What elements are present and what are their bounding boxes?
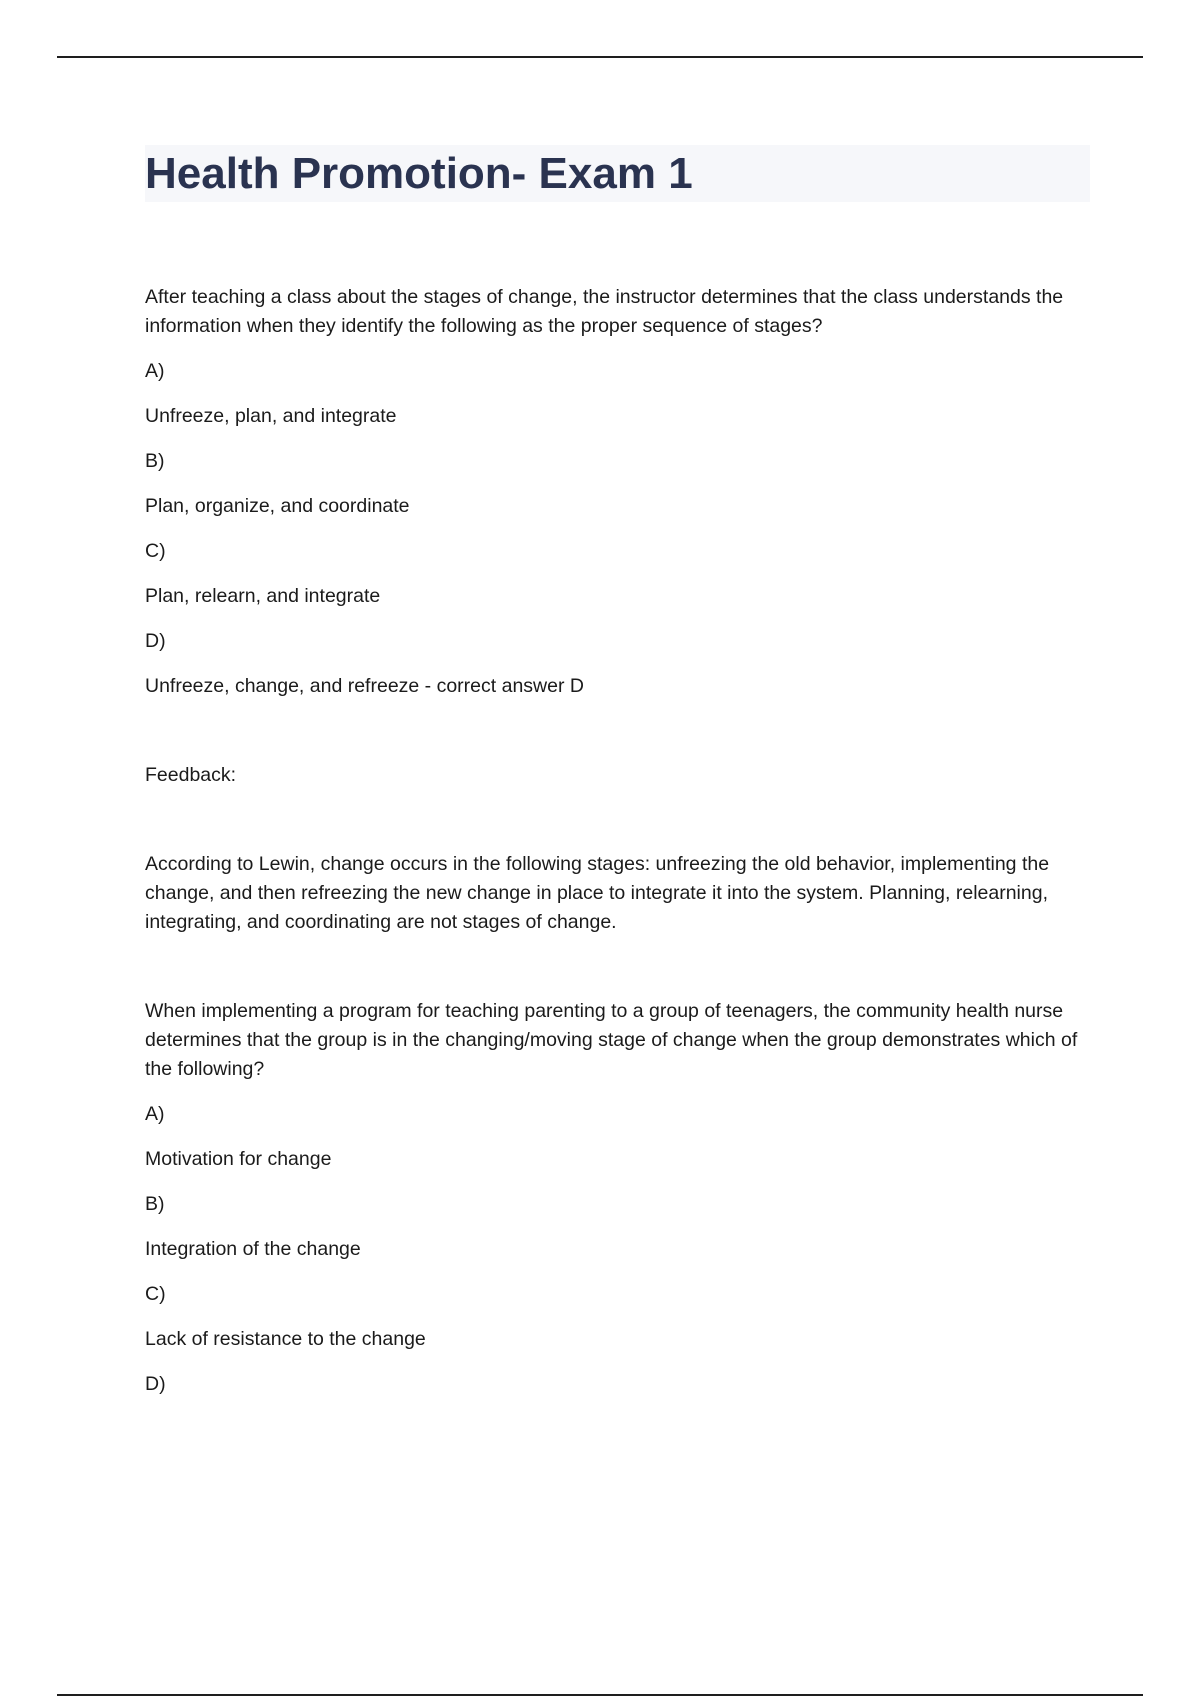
question-1-option-a-letter: A) (145, 360, 165, 382)
question-1-option-d-letter: D) (145, 630, 166, 652)
question-2-option-a-text: Motivation for change (145, 1148, 332, 1170)
question-1-option-b-letter: B) (145, 450, 165, 472)
question-2-option-b-letter: B) (145, 1193, 165, 1215)
question-1-option-c-letter: C) (145, 540, 166, 562)
question-1-option-c-text: Plan, relearn, and integrate (145, 585, 381, 607)
question-2-option-c-text: Lack of resistance to the change (145, 1328, 426, 1350)
title-block (145, 145, 1090, 202)
question-1-option-d-text: Unfreeze, change, and refreeze - correct answer D (145, 675, 584, 697)
feedback-text: According to Lewin, change occurs in the following stages: unfreezing the old behavior, implementing the change, and then refreezing the new change in place to integrate it into the system. Planning, relearning, integrating, and coordinating are not stages of change. (145, 853, 1050, 933)
question-1-option-b-text: Plan, organize, and coordinate (145, 495, 410, 517)
question-1-option-a-text: Unfreeze, plan, and integrate (145, 405, 397, 427)
question-2-option-c-letter: C) (145, 1283, 166, 1305)
question-2-option-d-letter: D) (145, 1373, 166, 1395)
top-page-rule (57, 56, 1143, 58)
question-2-option-a-letter: A) (145, 1103, 165, 1125)
document-title: Health Promotion- Exam 1 (145, 148, 693, 198)
question-2-option-b-text: Integration of the change (145, 1238, 361, 1260)
bottom-page-rule (57, 1694, 1143, 1696)
feedback-label: Feedback: (145, 764, 237, 786)
document-body (145, 145, 1090, 1399)
question-1-text: After teaching a class about the stages of change, the instructor determines that the class understands the information when they identify the following as the proper sequence of stages? (145, 286, 1064, 337)
question-2-text: When implementing a program for teaching parenting to a group of teenagers, the community health nurse determines that the group is in the changing/moving stage of change when the group demonstrates which of the following? (145, 1000, 1078, 1080)
